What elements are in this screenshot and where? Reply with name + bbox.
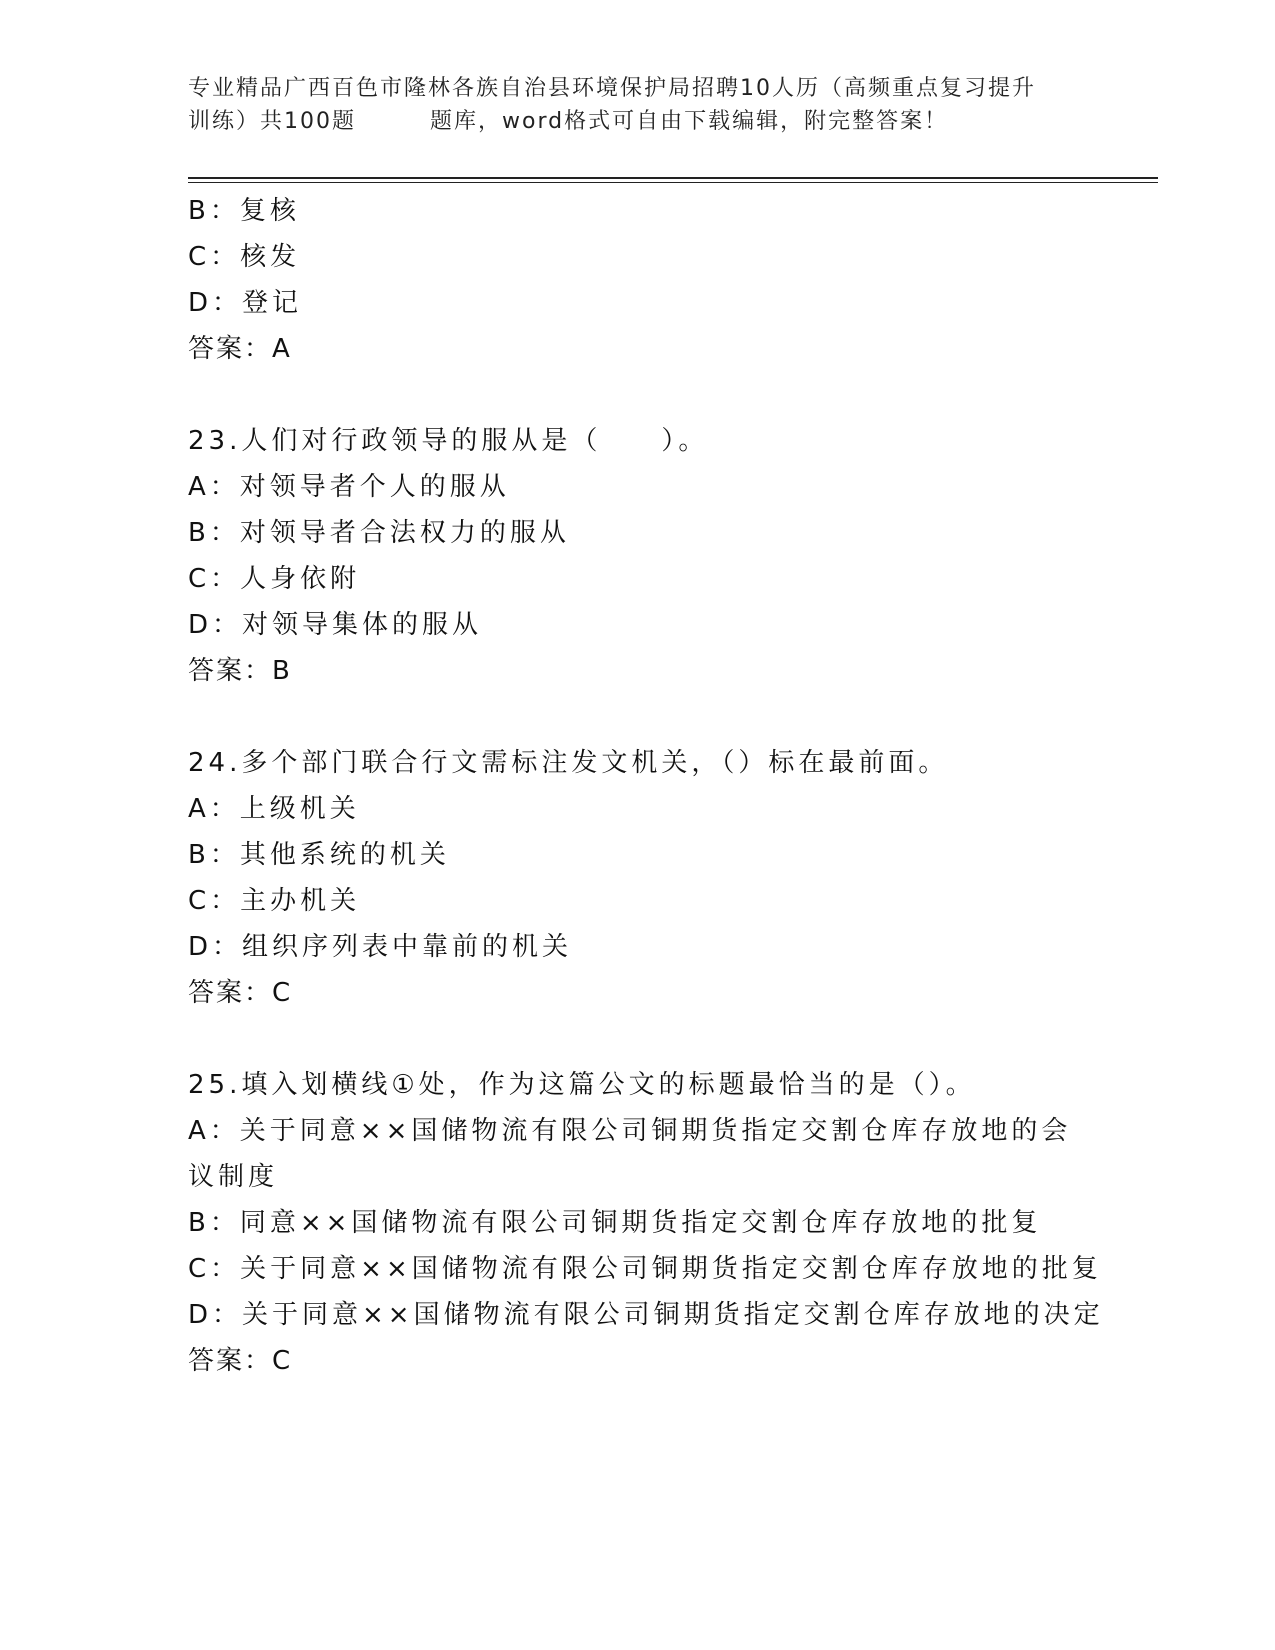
option-b: B：同意××国储物流有限公司铜期货指定交割仓库存放地的批复 — [188, 1208, 1042, 1238]
header-title-line-2 — [188, 105, 1068, 138]
option-d: D：登记 — [188, 288, 303, 318]
question-block-carryover — [188, 188, 1088, 372]
option-a: A：关于同意××国储物流有限公司铜期货指定交割仓库存放地的会议制度 — [188, 1116, 1072, 1192]
option-d: D：关于同意××国储物流有限公司铜期货指定交割仓库存放地的决定 — [188, 1300, 1104, 1330]
answer-line: 答案：B — [188, 656, 292, 686]
option-b: B：其他系统的机关 — [188, 840, 450, 870]
answer-line: 答案：C — [188, 978, 293, 1008]
option-d: D：对领导集体的服从 — [188, 610, 483, 640]
option-a: A：对领导者个人的服从 — [188, 472, 510, 502]
answer-line: 答案：C — [188, 1346, 293, 1376]
question-stem: 24.多个部门联合行文需标注发文机关，（）标在最前面。 — [188, 748, 949, 778]
question-stem: 23.人们对行政领导的服从是（ ）。 — [188, 426, 709, 456]
answer-line: 答案：A — [188, 334, 292, 364]
header-title-line-2b: 题库，word格式可自由下载编辑，附完整答案！ — [430, 109, 949, 134]
question-stem: 25.填入划横线①处，作为这篇公文的标题最恰当的是（）。 — [188, 1070, 976, 1100]
option-c: C：人身依附 — [188, 564, 361, 594]
question-block-23 — [188, 418, 1088, 694]
question-block-25 — [188, 1062, 1104, 1384]
question-list — [188, 188, 1104, 1384]
option-d: D：组织序列表中靠前的机关 — [188, 932, 573, 962]
question-block-24 — [188, 740, 1088, 1016]
header-title-line-2a: 训练）共100题 — [188, 109, 356, 134]
option-b: B：复核 — [188, 196, 300, 226]
header-divider-thick — [188, 177, 1158, 179]
option-a: A：上级机关 — [188, 794, 360, 824]
option-b: B：对领导者合法权力的服从 — [188, 518, 570, 548]
header-title-line-1: 专业精品广西百色市隆林各族自治县环境保护局招聘10人历（高频重点复习提升 — [188, 76, 1036, 101]
page-header — [188, 72, 1068, 138]
option-c: C：核发 — [188, 242, 301, 272]
option-c: C：主办机关 — [188, 886, 361, 916]
option-c: C：关于同意××国储物流有限公司铜期货指定交割仓库存放地的批复 — [188, 1254, 1102, 1284]
header-divider-thin — [188, 182, 1158, 183]
